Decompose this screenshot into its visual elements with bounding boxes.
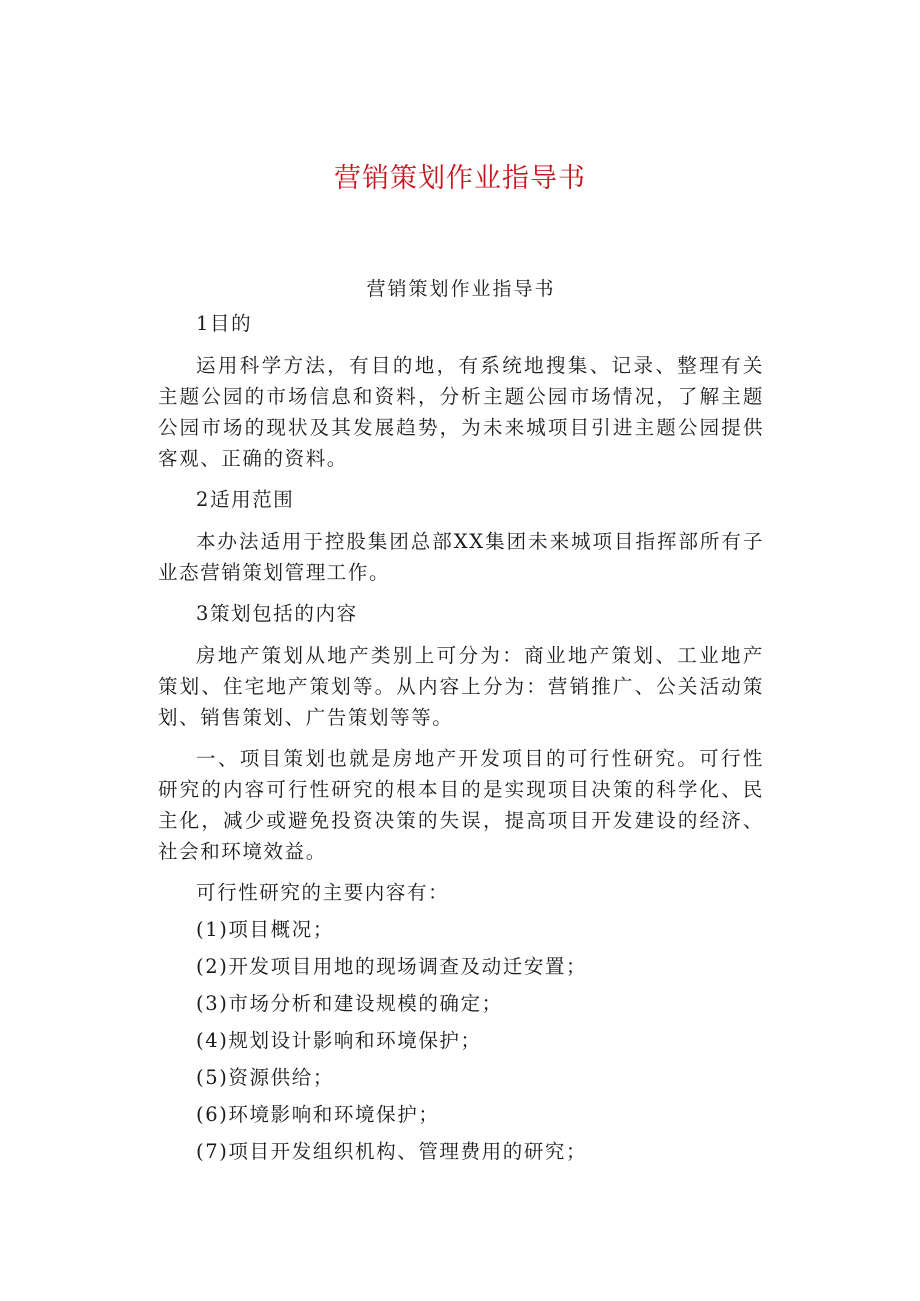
paragraph-feasibility: 一、项目策划也就是房地产开发项目的可行性研究。可行性研究的内容可行性研究的根本目的是实现项目决策的科学化、民主化，减少或避免投资决策的失误，提高项目开发建设的经济、社会和环境效益。 xyxy=(158,747,764,863)
paragraph-categories: 房地产策划从地产类别上可分为：商业地产策划、工业地产策划、住宅地产策划等。从内容上分为：营销推广、公关活动策划、销售策划、广告策划等等。 xyxy=(158,644,764,729)
list-item: (4)规划设计影响和环境保护； xyxy=(196,1029,482,1052)
list-item: (1)项目概况； xyxy=(196,918,334,941)
section-heading-scope: 2适用范围 xyxy=(196,488,295,511)
document-subtitle: 营销策划作业指导书 xyxy=(366,278,556,300)
document-title: 营销策划作业指导书 xyxy=(334,163,586,194)
paragraph-main-contents: 可行性研究的主要内容有： xyxy=(196,881,450,904)
list-item: (5)资源供给； xyxy=(196,1066,334,1089)
section-heading-contents: 3策划包括的内容 xyxy=(196,602,358,625)
paragraph-scope: 本办法适用于控股集团总部XX集团未来城项目指挥部所有子业态营销策划管理工作。 xyxy=(158,530,764,584)
paragraph-purpose: 运用科学方法，有目的地，有系统地搜集、记录、整理有关主题公园的市场信息和资料，分析主题公园市场情况，了解主题公园市场的现状及其发展趋势，为未来城项目引进主题公园提供客观、正确的资料。 xyxy=(158,354,764,470)
list-item: (6)环境影响和环境保护； xyxy=(196,1103,440,1126)
document-body xyxy=(158,270,764,1173)
list-item: (2)开发项目用地的现场调查及动迁安置； xyxy=(196,955,588,978)
list-item: (7)项目开发组织机构、管理费用的研究； xyxy=(196,1140,588,1163)
section-heading-purpose: 1目的 xyxy=(196,312,253,335)
list-item: (3)市场分析和建设规模的确定； xyxy=(196,992,503,1015)
